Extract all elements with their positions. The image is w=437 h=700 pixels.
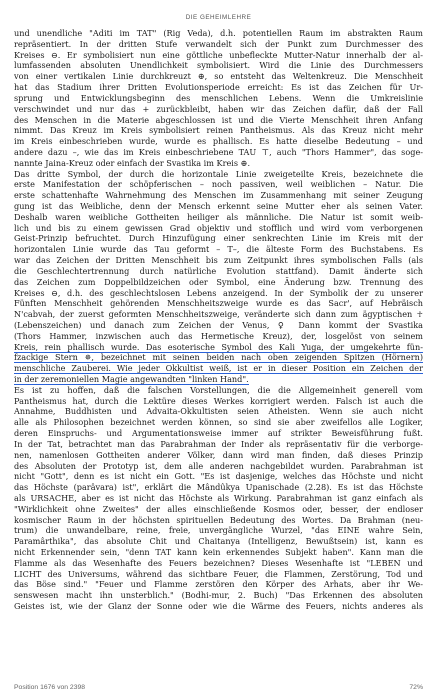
text-highlight[interactable]: in der zeremoniellen Magie angewandten "linken Hand". [14, 374, 249, 384]
text-line: hat das Stadium ihrer Dritten Evolutionsperiode erreicht: Es ist das Zeichen für Ur- [14, 82, 423, 93]
text-line: das Höchste (parâvara) ist", erklärt die Mândûkya Upanischade (2.28). Es ist das Höchste [14, 482, 423, 493]
text-line: gung ist das Weibliche, denn der Mensch erkennt seine Mutter eher als seinen Vater. [14, 201, 423, 211]
text-highlight[interactable]: Kreis, rein phallisch wurde. Das esoterische Symbol des Kali Yuga, der umgekehrte fün- [14, 341, 423, 352]
reading-progress-percent: 72% [409, 684, 423, 691]
text-line: nen, namenlosen Gottheiten anderer Völker, dann wird man finden, daß dieses Prinzip [14, 449, 423, 460]
text-line: Es ist zu hoffen, daß die falschen Vorstellungen, die die Allgemeinheit generell vom [14, 384, 423, 395]
text-line: nicht Erkennender sein, "denn TAT kann kein erkennendes Subjekt haben". Kann man die [14, 547, 423, 557]
text-line: lumfassenden absoluten Unendlichkeit symbolisiert. Wird die Linie des Durchmessers [14, 60, 423, 71]
text-line: und unendliche "Aditi im TAT" (Rig Veda), d.h. potentiellen Raum im abstrakten Raum [14, 28, 423, 38]
text-line: N'cabvah, der zuerst geformten Menschheitszweige, veränderte sich dann zum ägyptischen ☥ [14, 309, 423, 320]
text-line: LICHT des Universums, während das sichtbare Feuer, die Flammen, Zerstörung, Tod und [14, 568, 423, 579]
text-line: lich und bis zu einem gewissen Grad objektiv und stofflich und wird vom verborgenen [14, 222, 423, 233]
text-line: Kreises ⊖, d.h. des geschlechtslosen Lebens anzeigend. In der Symbolik der zu unserer [14, 287, 423, 298]
running-header: DIE GEHEIMLEHRE [185, 14, 252, 21]
paragraph-2 [14, 169, 423, 385]
text-line: das Böse sind." "Feuer und Flamme zerstören den Körper des Arhats, aber ihr We- [14, 579, 423, 590]
text-line: senswesen macht ihn unsterblich." (Bodhi-mur, 2. Buch) "Das Erkennen des absoluten [14, 590, 423, 601]
text-line: im Kreis einbeschrieben wurde, wurde es phallisch. Es hatte dieselbe Bedeutung – und [14, 136, 423, 147]
text-line: kosmischer Raum in der höchsten spirituellen Bedeutung des Wortes. Da Brahman (neu- [14, 514, 423, 525]
highlighted-text-line[interactable] [14, 363, 423, 374]
text-line: (Thors Hammer, inzwischen auch das Hermetische Kreuz), der, losgelöst von seinem [14, 330, 423, 341]
text-line: von einer vertikalen Linie durchkreuzt ⊕, so entsteht das Weltenkreuz. Die Menschheit [14, 71, 423, 82]
text-highlight[interactable]: fzackige Stern ✵, bezeichnet mit seinen beiden nach oben zeigenden Spitzen (Hörnern) [14, 352, 423, 363]
text-line: Geistes ist, wie der Glanz der Sonne oder wie die Wärme des Feuers, nichts anderes als [14, 601, 423, 612]
text-line: die Geschlechtertrennung durch natürliche Evolution stattfand). Damit änderte sich [14, 265, 423, 276]
text-line: deren Einspruchs- und Argumentationsweise immer auf strikter Beweisführung fußt. [14, 428, 423, 439]
text-line: nimmt. Das Kreuz im Kreis symbolisiert reinen Pantheismus. Als das Kreuz nicht mehr [14, 125, 423, 136]
text-line: "Wirklichkeit ohne Zweites" der alles einschließende Kosmos oder, besser, der endloser [14, 503, 423, 514]
text-line: nannte Jaina-Kreuz oder einfach der Svastika im Kreis ⊕. [14, 157, 251, 168]
text-line: andere dazu –, wie das im Kreis einbeschriebene TAU ⊤, auch "Thors Hammer", das soge- [14, 146, 423, 157]
text-line: erste schattenhafte Wahrnehmung des Menschen im Zusammenhang mit seiner Zeugung [14, 190, 423, 201]
text-line: (Lebenszeichen) und danach zum Zeichen der Venus, ♀ Dann kommt der Svastika [14, 319, 423, 330]
text-line: Paramârthika", das absolute Chit und Chaitanya (Intelligenz, Bewußtsein) ist, kann es [14, 536, 423, 547]
text-line: alle als Philosophen bezeichnet werden können, so sind sie aber zweifellos alle Logiker, [14, 417, 423, 428]
text-line: des Absoluten der Prototyp ist, dem alle anderen nachgebildet wurden. Parabrahman ist [14, 460, 423, 471]
paragraph-1 [14, 28, 423, 169]
text-line: das Zeichen zum Doppelbildzeichen oder Symbol, eine Änderung bzw. Trennung des [14, 276, 423, 287]
text-line: horizontalen Linie wurde das Tau geformt – T–, die älteste Form des Buchstabens. Es [14, 244, 423, 255]
page-body[interactable] [14, 28, 423, 612]
text-line: verschwindet und nur das + zurückbleibt, haben wir das Zeichen dafür, daß der Fall [14, 103, 423, 114]
reading-position: Position 1676 von 2398 [14, 684, 86, 691]
text-line: Annahme, Buddhisten und Advaita-Okkultisten seien Atheisten. Wenn sie auch nicht [14, 406, 423, 417]
paragraph-3 [14, 385, 423, 612]
highlighted-text-line[interactable] [14, 374, 423, 385]
text-line: Fünften Menschheit gehörenden Menschheitszweige wurde es das Sacr', auf Hebräisch [14, 298, 423, 309]
text-highlight[interactable]: menschliche Zauberei. Wie jeder Okkultist weiß, ist er in dieser Position ein Zeichen der [14, 363, 423, 374]
text-line: Geist-Prinzip befruchtet. Durch Hinzufügung einer senkrechten Linie im Kreis mit der [14, 233, 423, 244]
text-line: sprung und Entwicklungsbeginn des menschlichen Lebens. Wenn die Umkreislinie [14, 92, 423, 103]
text-line: Das dritte Symbol, der durch die horizontale Linie zweigeteilte Kreis, bezeichnete die [14, 168, 423, 179]
text-line: In der Tat, betrachtet man das Parabrahman der Inder als repräsentativ für die verborge- [14, 438, 423, 449]
highlighted-text-line[interactable] [14, 342, 423, 353]
text-line: als URSACHE, aber es ist nicht das Höchste als Wirkung. Parabrahman ist ganz einfach als [14, 492, 423, 503]
text-line: repräsentiert. In der dritten Stufe verwandelt sich der Punkt zum Durchmesser des [14, 38, 423, 49]
text-line: des Menschen in die Materie abgeschlossen ist und die Vierte Menschheit ihren Anfang [14, 114, 423, 125]
text-line: Kreises ⊖. Er symbolisiert nun eine göttliche unbefleckte Mutter-Natur innerhalb der al- [14, 49, 423, 60]
text-line: war das Zeichen der Dritten Menschheit bis zum Zeitpunkt ihres symbolischen Falls (als [14, 255, 423, 266]
text-line: nicht "Gott", denn es ist nicht ein Gott. "Es ist dasjenige, welches das Höchste und nicht [14, 471, 423, 482]
text-line: trum) die unwandelbare, reine, freie, unvergängliche Wurzel, "das EINE wahre Sein, [14, 525, 423, 536]
text-line: Deshalb waren weibliche Gottheiten heiliger als männliche. Die Natur ist somit weib- [14, 211, 423, 222]
highlighted-text-line[interactable] [14, 352, 423, 363]
text-line: Flamme als das Wesenhafte des Feuers bezeichnen? Dieses Wesenhafte ist "LEBEN und [14, 557, 423, 568]
text-line: Pantheismus hat, durch die Lektüre dieses Werkes korrigiert werden. Falsch ist auch die [14, 395, 423, 406]
text-line: erste Manifestation der schöpferischen – noch passiven, weil weiblichen – Natur. Die [14, 179, 423, 190]
